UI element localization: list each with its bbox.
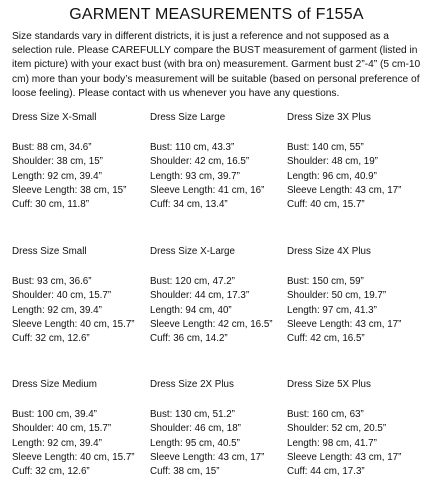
sleeve-length-measurement: Sleeve Length: 43 cm, 17”: [287, 318, 402, 330]
intro-paragraph: Size standards vary in different districts, it is just a reference and not supposed as a selection rule. Please CAREFULLY compare the BUST measurement of garment (listed in item picture) with your exact bust (with bra on) measurement. Garment bust 2”-4” (5 cm-10 cm) more than your body’s measurement will be suitable (based on personal preference of loose feeling). Please contact with us whenever you have any questions.: [12, 31, 421, 99]
size-block-small: [12, 245, 135, 346]
sleeve-length-measurement: Sleeve Length: 43 cm, 17”: [150, 451, 265, 463]
size-block-4x-plus: [287, 245, 401, 346]
shoulder-measurement: Shoulder: 44 cm, 17.3”: [150, 290, 250, 302]
sleeve-length-measurement: Sleeve Length: 43 cm, 17”: [287, 451, 402, 463]
cuff-measurement: Cuff: 38 cm, 15”: [150, 466, 220, 478]
page-title: GARMENT MEASUREMENTS of F155A: [69, 6, 364, 23]
size-heading: Dress Size 3X Plus: [287, 112, 371, 123]
length-measurement: Length: 92 cm, 39.4”: [12, 304, 102, 316]
bust-measurement: Bust: 110 cm, 43.3”: [150, 142, 235, 154]
sleeve-length-measurement: Sleeve Length: 38 cm, 15”: [12, 184, 127, 196]
cuff-measurement: Cuff: 42 cm, 16.5”: [287, 333, 365, 345]
length-measurement: Length: 95 cm, 40.5”: [150, 437, 240, 449]
shoulder-measurement: Shoulder: 42 cm, 16.5”: [150, 156, 250, 168]
bust-measurement: Bust: 150 cm, 59”: [287, 276, 364, 288]
size-heading: Dress Size 5X Plus: [287, 379, 371, 390]
length-measurement: Length: 94 cm, 40”: [150, 304, 232, 316]
sleeve-length-measurement: Sleeve Length: 43 cm, 17”: [287, 184, 402, 196]
size-heading: Dress Size X-Large: [150, 246, 235, 257]
size-heading: Dress Size 2X Plus: [150, 379, 234, 390]
size-heading: Dress Size Medium: [12, 379, 97, 390]
cuff-measurement: Cuff: 32 cm, 12.6”: [12, 333, 90, 345]
length-measurement: Length: 92 cm, 39.4”: [12, 170, 102, 182]
shoulder-measurement: Shoulder: 52 cm, 20.5”: [287, 423, 387, 435]
cuff-measurement: Cuff: 34 cm, 13.4”: [150, 199, 228, 211]
bust-measurement: Bust: 93 cm, 36.6”: [12, 276, 92, 288]
size-block-x-small: [12, 111, 126, 212]
shoulder-measurement: Shoulder: 38 cm, 15”: [12, 156, 103, 168]
cuff-measurement: Cuff: 44 cm, 17.3”: [287, 466, 365, 478]
size-heading: Dress Size X-Small: [12, 112, 97, 123]
cuff-measurement: Cuff: 32 cm, 12.6”: [12, 466, 90, 478]
size-heading: Dress Size 4X Plus: [287, 246, 371, 257]
bust-measurement: Bust: 120 cm, 47.2”: [150, 276, 235, 288]
shoulder-measurement: Shoulder: 40 cm, 15.7”: [12, 423, 112, 435]
length-measurement: Length: 92 cm, 39.4”: [12, 437, 102, 449]
size-block-5x-plus: [287, 378, 401, 479]
length-measurement: Length: 97 cm, 41.3”: [287, 304, 377, 316]
size-block-medium: [12, 378, 135, 479]
cuff-measurement: Cuff: 40 cm, 15.7”: [287, 199, 365, 211]
size-block-large: [150, 111, 264, 212]
bust-measurement: Bust: 140 cm, 55”: [287, 142, 364, 154]
cuff-measurement: Cuff: 30 cm, 11.8”: [12, 199, 89, 211]
sleeve-length-measurement: Sleeve Length: 41 cm, 16”: [150, 184, 265, 196]
bust-measurement: Bust: 160 cm, 63”: [287, 409, 364, 421]
shoulder-measurement: Shoulder: 46 cm, 18”: [150, 423, 241, 435]
sleeve-length-measurement: Sleeve Length: 40 cm, 15.7”: [12, 451, 135, 463]
shoulder-measurement: Shoulder: 48 cm, 19”: [287, 156, 378, 168]
shoulder-measurement: Shoulder: 50 cm, 19.7”: [287, 290, 387, 302]
length-measurement: Length: 93 cm, 39.7”: [150, 170, 240, 182]
sleeve-length-measurement: Sleeve Length: 42 cm, 16.5”: [150, 318, 273, 330]
size-heading: Dress Size Large: [150, 112, 226, 123]
size-block-3x-plus: [287, 111, 401, 212]
length-measurement: Length: 96 cm, 40.9”: [287, 170, 377, 182]
bust-measurement: Bust: 88 cm, 34.6”: [12, 142, 92, 154]
size-heading: Dress Size Small: [12, 246, 87, 257]
size-block-x-large: [150, 245, 273, 346]
cuff-measurement: Cuff: 36 cm, 14.2”: [150, 333, 228, 345]
size-block-2x-plus: [150, 378, 264, 479]
sleeve-length-measurement: Sleeve Length: 40 cm, 15.7”: [12, 318, 135, 330]
length-measurement: Length: 98 cm, 41.7”: [287, 437, 377, 449]
bust-measurement: Bust: 130 cm, 51.2”: [150, 409, 235, 421]
bust-measurement: Bust: 100 cm, 39.4”: [12, 409, 97, 421]
shoulder-measurement: Shoulder: 40 cm, 15.7”: [12, 290, 112, 302]
